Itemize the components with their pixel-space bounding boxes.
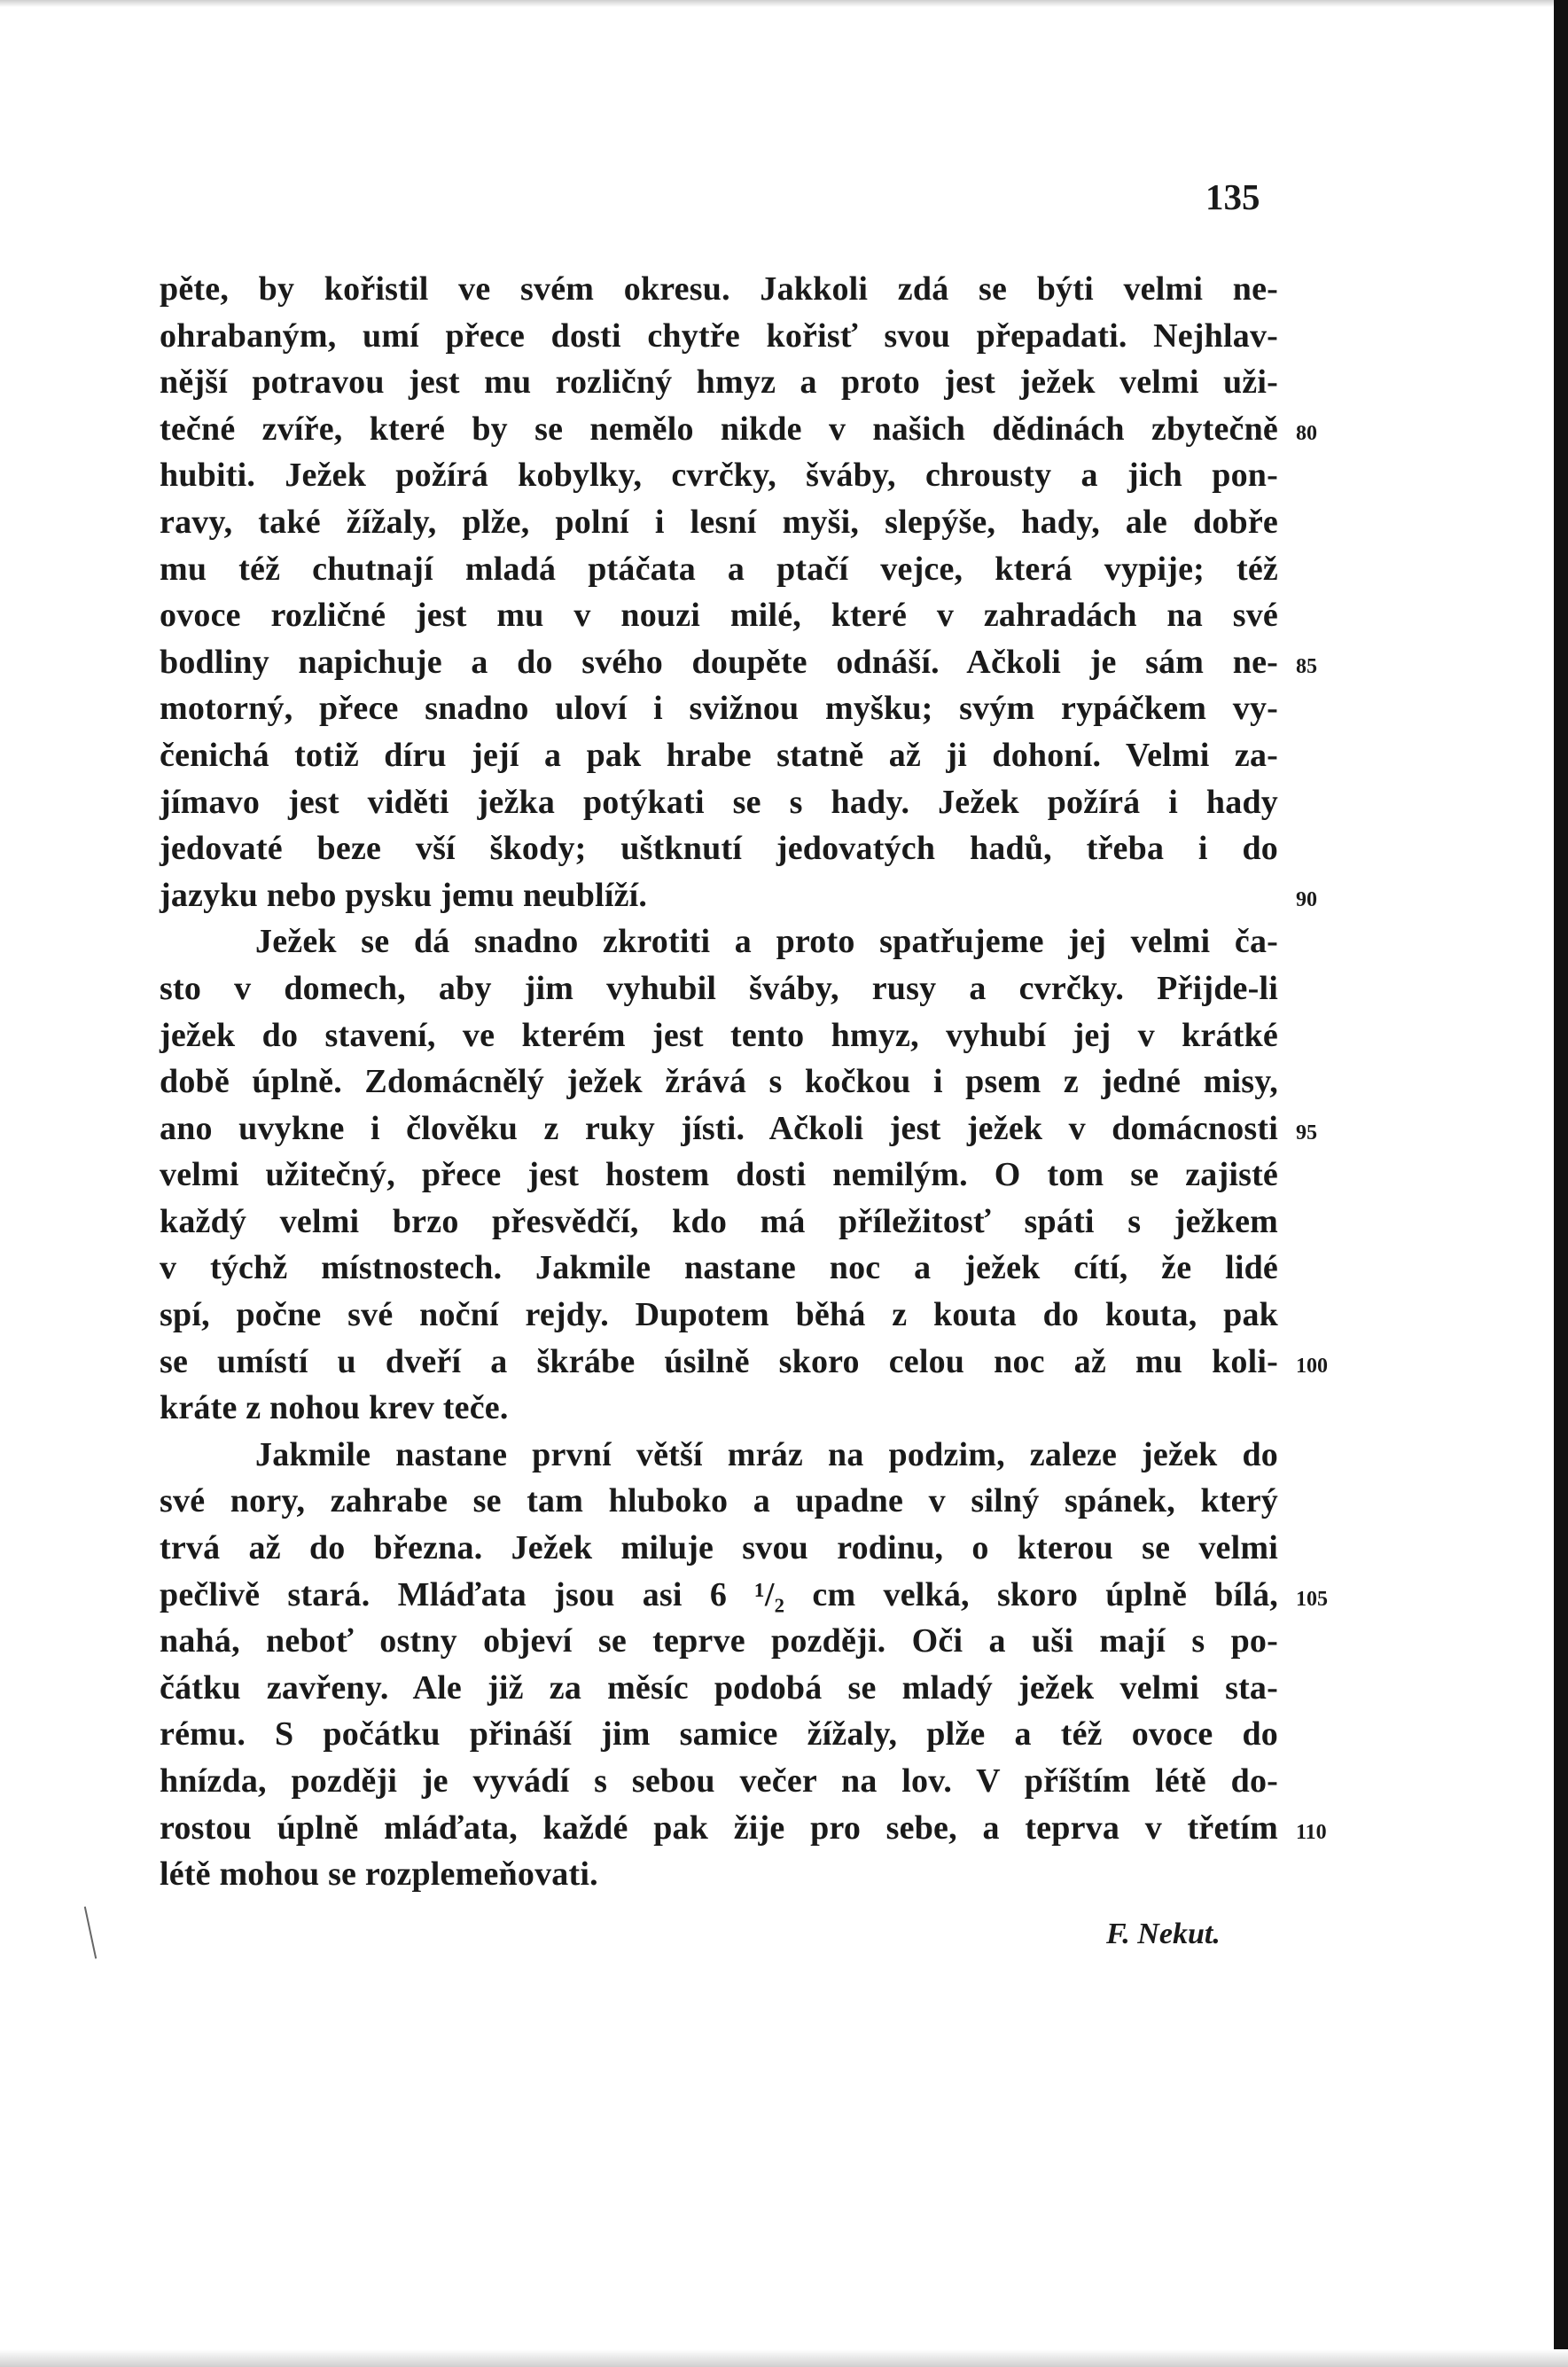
author-signature: F. Nekut. [1106, 1918, 1221, 1950]
line-number-95: 95 [1296, 1121, 1317, 1144]
text-line: pečlivě stará. Mláďata jsou asi 6 ¹/₂ cm velká, skoro úplně bílá, [160, 1575, 1278, 1613]
text-line: v týchž místnostech. Jakmile nastane noc a ježek cítí, že lidé [160, 1249, 1278, 1287]
page-bottom-edge [0, 2349, 1568, 2367]
body-text [160, 266, 1278, 1898]
text-line: rostou úplně mláďata, každé pak žije pro sebe, a teprva v třetím [160, 1808, 1278, 1847]
text-line: Jakmile nastane první větší mráz na podzim, zaleze ježek do [255, 1435, 1278, 1473]
text-line: se umístí u dveří a škrábe úsilně skoro celou noc až mu koli- [160, 1342, 1278, 1380]
line-number-105: 105 [1296, 1588, 1328, 1611]
text-line: jímavo jest viděti ježka potýkati se s hady. Ježek požírá i hady [160, 783, 1278, 821]
paper-mark [84, 1906, 97, 1958]
text-line: trvá až do března. Ježek miluje svou rodinu, o kterou se velmi [160, 1529, 1278, 1567]
text-line: létě mohou se rozplemeňovati. [160, 1855, 598, 1894]
text-line: sto v domech, aby jim vyhubil šváby, rusy a cvrčky. Přijde-li [160, 969, 1278, 1007]
page-number: 135 [1205, 176, 1260, 217]
text-line: nější potravou jest mu rozličný hmyz a proto jest ježek velmi uži- [160, 363, 1278, 402]
text-line: mu též chutnají mladá ptáčata a ptačí vejce, která vypije; též [160, 550, 1278, 588]
text-line: spí, počne své noční rejdy. Dupotem běhá z kouta do kouta, pak [160, 1296, 1278, 1334]
text-line: hubiti. Ježek požírá kobylky, cvrčky, šváby, chrousty a jich pon- [160, 457, 1278, 495]
text-line: Ježek se dá snadno zkrotiti a proto spatřujeme jej velmi ča- [255, 923, 1278, 961]
text-line: motorný, přece snadno uloví i svižnou myšku; svým rypáčkem vy- [160, 690, 1278, 728]
text-line: ravy, také žížaly, plže, polní i lesní myši, slepýše, hady, ale dobře [160, 503, 1278, 541]
line-number-80: 80 [1296, 422, 1317, 445]
text-line: době úplně. Zdomácnělý ježek žrává s kočkou i psem z jedné misy, [160, 1063, 1278, 1101]
text-line: nahá, neboť ostny objeví se teprve později. Oči a uši mají s po- [160, 1622, 1278, 1660]
text-line: ovoce rozličné jest mu v nouzi milé, které v zahradách na své [160, 597, 1278, 635]
text-line: velmi užitečný, přece jest hostem dosti nemilým. O tom se zajisté [160, 1156, 1278, 1194]
page-right-edge [1554, 0, 1568, 2367]
text-line: jedovaté beze vší škody; uštknutí jedovatých hadů, třeba i do [160, 830, 1278, 868]
text-line: každý velmi brzo přesvědčí, kdo má příležitosť spáti s ježkem [160, 1202, 1278, 1240]
text-line: hnízda, později je vyvádí s sebou večer na lov. V příštím létě do- [160, 1762, 1278, 1800]
text-line: ano uvykne i člověku z ruky jísti. Ačkoli jest ježek v domácnosti [160, 1109, 1278, 1147]
text-line: pěte, by kořistil ve svém okresu. Jakkoli zdá se býti velmi ne- [160, 270, 1278, 308]
text-line: jazyku nebo pysku jemu neublíží. [160, 876, 648, 914]
line-number-100: 100 [1296, 1355, 1328, 1378]
text-line: tečné zvíře, které by se nemělo nikde v našich dědinách zbytečně [160, 410, 1278, 448]
text-line: rému. S počátku přináší jim samice žížaly, plže a též ovoce do [160, 1715, 1278, 1754]
text-line: své nory, zahrabe se tam hluboko a upadne v silný spánek, který [160, 1482, 1278, 1520]
line-number-85: 85 [1296, 655, 1317, 678]
text-line: čátku zavřeny. Ale již za měsíc podobá se mladý ježek velmi sta- [160, 1668, 1278, 1707]
line-number-110: 110 [1296, 1821, 1327, 1844]
text-line: čenichá totiž díru její a pak hrabe statně až ji dohoní. Velmi za- [160, 736, 1278, 774]
page-top-edge [0, 0, 1568, 7]
text-line: ohrabaným, umí přece dosti chytře kořisť svou přepadati. Nejhlav- [160, 316, 1278, 355]
text-line: ježek do stavení, ve kterém jest tento hmyz, vyhubí jej v krátké [160, 1016, 1278, 1054]
text-line: kráte z nohou krev teče. [160, 1389, 509, 1427]
text-line: bodliny napichuje a do svého doupěte odnáší. Ačkoli je sám ne- [160, 643, 1278, 681]
line-number-90: 90 [1296, 888, 1317, 911]
